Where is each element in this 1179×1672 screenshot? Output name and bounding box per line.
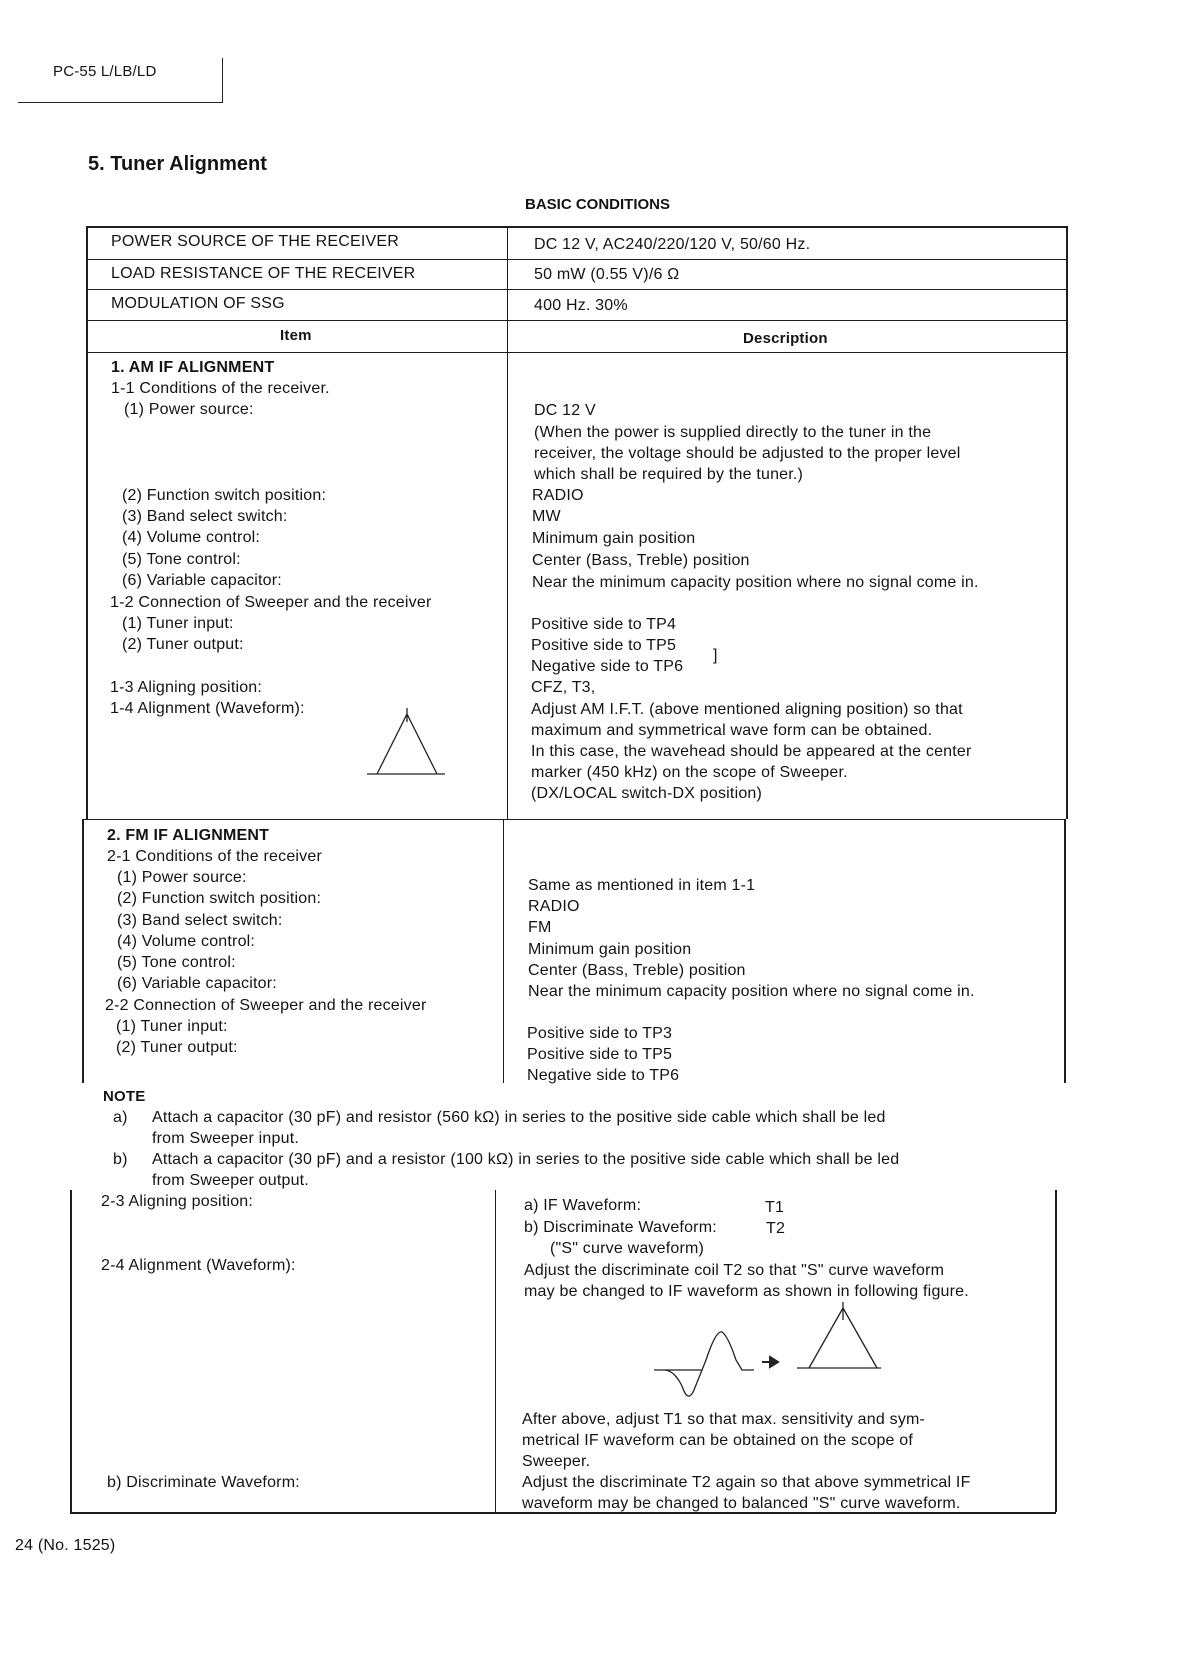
table-divider (503, 819, 504, 1083)
am-item: 1-4 Alignment (Waveform): (110, 700, 305, 717)
wave-b-label: b) Discriminate Waveform: (524, 1219, 717, 1236)
fm-desc2: may be changed to IF waveform as shown in following figure. (524, 1283, 969, 1300)
am-item: (6) Variable capacitor: (122, 572, 282, 589)
table-border-right (1066, 226, 1068, 819)
note-text: from Sweeper input. (152, 1130, 299, 1147)
note-mark: a) (113, 1109, 128, 1126)
fm-item: 2-1 Conditions of the receiver (107, 848, 322, 865)
am-desc: receiver, the voltage should be adjusted to the proper level (534, 445, 961, 462)
fm-section-title: 2. FM IF ALIGNMENT (107, 827, 270, 844)
am-desc: (DX/LOCAL switch-DX position) (531, 785, 763, 802)
note-text: Attach a capacitor (30 pF) and resistor (560 kΩ) in series to the positive side cable which shall be led (152, 1109, 886, 1126)
wave-a-value: T1 (765, 1199, 785, 1216)
column-header-description: Description (743, 330, 828, 347)
fm-desc: Positive side to TP3 (527, 1025, 673, 1042)
if-waveform-icon (795, 1300, 895, 1380)
wave-a-label: a) IF Waveform: (524, 1197, 642, 1214)
fm-desc: Same as mentioned in item 1-1 (528, 877, 756, 894)
am-desc: Minimum gain position (532, 530, 696, 547)
page-header: PC-55 L/LB/LD (53, 63, 157, 80)
wave-b-note: ("S" curve waveform) (550, 1240, 705, 1257)
am-desc: Adjust AM I.F.T. (above mentioned aligning position) so that (531, 701, 963, 718)
note-text: from Sweeper output. (152, 1172, 309, 1189)
am-desc: CFZ, T3, (531, 679, 596, 696)
note-title: NOTE (103, 1088, 146, 1105)
am-desc: Center (Bass, Treble) position (532, 552, 750, 569)
am-desc: marker (450 kHz) on the scope of Sweeper. (531, 764, 848, 781)
condition-value: 50 mW (0.55 V)/6 Ω (534, 266, 680, 283)
table-rule (86, 320, 1066, 321)
condition-value: DC 12 V, AC240/220/120 V, 50/60 Hz. (534, 236, 811, 253)
fm-desc: Near the minimum capacity position where no signal come in. (528, 983, 975, 1000)
table-divider (495, 1190, 496, 1512)
condition-value: 400 Hz. 30% (534, 297, 628, 314)
table-border-right (1064, 819, 1066, 1083)
am-desc: maximum and symmetrical wave form can be obtained. (531, 722, 933, 739)
section-title: 5. Tuner Alignment (88, 153, 267, 175)
fm-item: (1) Power source: (117, 869, 247, 886)
am-desc: MW (532, 508, 561, 525)
fm-discriminate-label: b) Discriminate Waveform: (107, 1474, 300, 1491)
fm-item: (4) Volume control: (117, 933, 256, 950)
am-desc: Negative side to TP6 (531, 658, 684, 675)
table-border-right (1055, 1190, 1057, 1512)
fm-desc: Positive side to TP5 (527, 1046, 673, 1063)
am-desc: Positive side to TP5 (531, 637, 677, 654)
fm-aligning-label: 2-3 Aligning position: (101, 1193, 254, 1210)
am-item: 1-3 Aligning position: (110, 679, 263, 696)
am-item: (5) Tone control: (122, 551, 241, 568)
condition-label: LOAD RESISTANCE OF THE RECEIVER (111, 265, 416, 282)
table-rule (82, 819, 1066, 820)
fm-desc: RADIO (528, 898, 580, 915)
am-desc: RADIO (532, 487, 584, 504)
table-border-left (86, 226, 88, 819)
am-desc: Near the minimum capacity position where no signal come in. (532, 574, 979, 591)
fm-item: (3) Band select switch: (117, 912, 283, 929)
condition-label: MODULATION OF SSG (111, 295, 285, 312)
table-rule (86, 352, 1066, 353)
fm-item: (6) Variable capacitor: (117, 975, 277, 992)
am-item: (3) Band select switch: (122, 508, 288, 525)
column-header-item: Item (280, 327, 312, 344)
table-rule (86, 289, 1066, 290)
am-desc: (When the power is supplied directly to the tuner in the (534, 424, 932, 441)
note-text: Attach a capacitor (30 pF) and a resistor (100 kΩ) in series to the positive side cable which shall be led (152, 1151, 900, 1168)
fm-desc: Center (Bass, Treble) position (528, 962, 746, 979)
am-desc: which shall be required by the tuner.) (534, 466, 804, 483)
arrow-right-icon (760, 1355, 784, 1369)
fm-desc3: Sweeper. (522, 1453, 591, 1470)
fm-desc3: metrical IF waveform can be obtained on the scope of (522, 1432, 914, 1449)
fm-desc: Minimum gain position (528, 941, 692, 958)
fm-desc3: After above, adjust T1 so that max. sensitivity and sym- (522, 1411, 926, 1428)
fm-item: (5) Tone control: (117, 954, 236, 971)
am-item: (2) Function switch position: (122, 487, 327, 504)
table-border-top (86, 226, 1066, 228)
am-item: 1-1 Conditions of the receiver. (111, 380, 330, 397)
condition-label: POWER SOURCE OF THE RECEIVER (111, 233, 400, 250)
am-desc: Positive side to TP4 (531, 616, 677, 633)
fm-item: (2) Function switch position: (117, 890, 322, 907)
fm-item: (1) Tuner input: (116, 1018, 228, 1035)
am-item: (1) Tuner input: (122, 615, 234, 632)
am-item: (2) Tuner output: (122, 636, 244, 653)
fm-item: (2) Tuner output: (116, 1039, 238, 1056)
basic-conditions-title: BASIC CONDITIONS (525, 196, 671, 213)
am-item: (4) Volume control: (122, 529, 261, 546)
fm-item: 2-2 Connection of Sweeper and the receiver (105, 997, 427, 1014)
am-item: 1-2 Connection of Sweeper and the receiver (110, 594, 432, 611)
am-desc: DC 12 V (534, 402, 596, 419)
table-border-left (82, 819, 84, 1083)
bracket-mark: ] (713, 647, 718, 664)
fm-alignment-label: 2-4 Alignment (Waveform): (101, 1257, 296, 1274)
table-rule (86, 259, 1066, 260)
page-footer: 24 (No. 1525) (15, 1537, 116, 1554)
fm-desc2: Adjust the discriminate coil T2 so that "S" curve waveform (524, 1262, 945, 1279)
table-border-left (70, 1190, 72, 1512)
fm-desc3: Adjust the discriminate T2 again so that above symmetrical IF (522, 1474, 971, 1491)
fm-desc: FM (528, 919, 552, 936)
fm-desc: Negative side to TP6 (527, 1067, 680, 1084)
table-divider (507, 226, 508, 819)
fm-desc3: waveform may be changed to balanced "S" curve waveform. (522, 1495, 961, 1512)
am-item: (1) Power source: (124, 401, 254, 418)
am-section-title: 1. AM IF ALIGNMENT (111, 359, 275, 376)
note-mark: b) (113, 1151, 128, 1168)
wave-b-value: T2 (766, 1220, 786, 1237)
am-desc: In this case, the wavehead should be appeared at the center (531, 743, 972, 760)
am-if-waveform-icon (365, 704, 455, 778)
